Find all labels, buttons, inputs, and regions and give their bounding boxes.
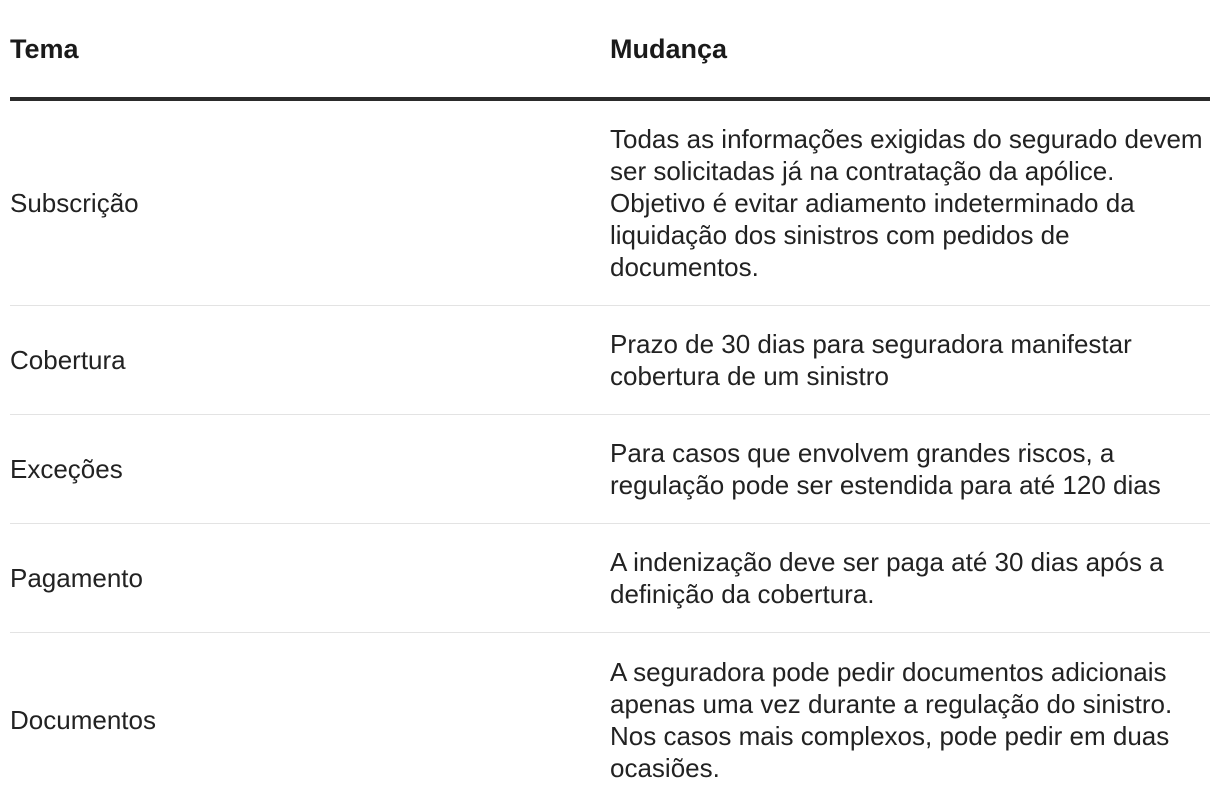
table-body <box>10 99 1210 807</box>
change-cell: Prazo de 30 dias para seguradora manifestar cobertura de um sinistro <box>610 306 1210 415</box>
changes-table <box>10 0 1210 807</box>
table-row <box>10 415 1210 524</box>
table-row <box>10 524 1210 633</box>
header-topic: Tema <box>10 0 610 99</box>
topic-cell: Exceções <box>10 415 610 524</box>
change-cell: Para casos que envolvem grandes riscos, a regulação pode ser estendida para até 120 dias <box>610 415 1210 524</box>
change-cell: A seguradora pode pedir documentos adicionais apenas uma vez durante a regulação do sinistro. Nos casos mais complexos, pode pedir em duas ocasiões. <box>610 656 1173 783</box>
header-change: Mudança <box>610 0 1210 99</box>
topic-cell: Documentos <box>10 704 156 735</box>
change-cell: A indenização deve ser paga até 30 dias após a definição da cobertura. <box>610 524 1210 633</box>
topic-cell: Pagamento <box>10 524 610 633</box>
table-row <box>10 306 1210 415</box>
change-cell: Todas as informações exigidas do segurado devem ser solicitadas já na contratação da apólice. Objetivo é evitar adiamento indeterminado da liquidação dos sinistros com pedidos de documentos. <box>610 99 1210 306</box>
table-row <box>10 633 1210 807</box>
header-row <box>10 0 1210 99</box>
table-row <box>10 99 1210 306</box>
topic-cell: Subscrição <box>10 99 610 306</box>
topic-cell: Cobertura <box>10 306 610 415</box>
table-header <box>10 0 1210 99</box>
